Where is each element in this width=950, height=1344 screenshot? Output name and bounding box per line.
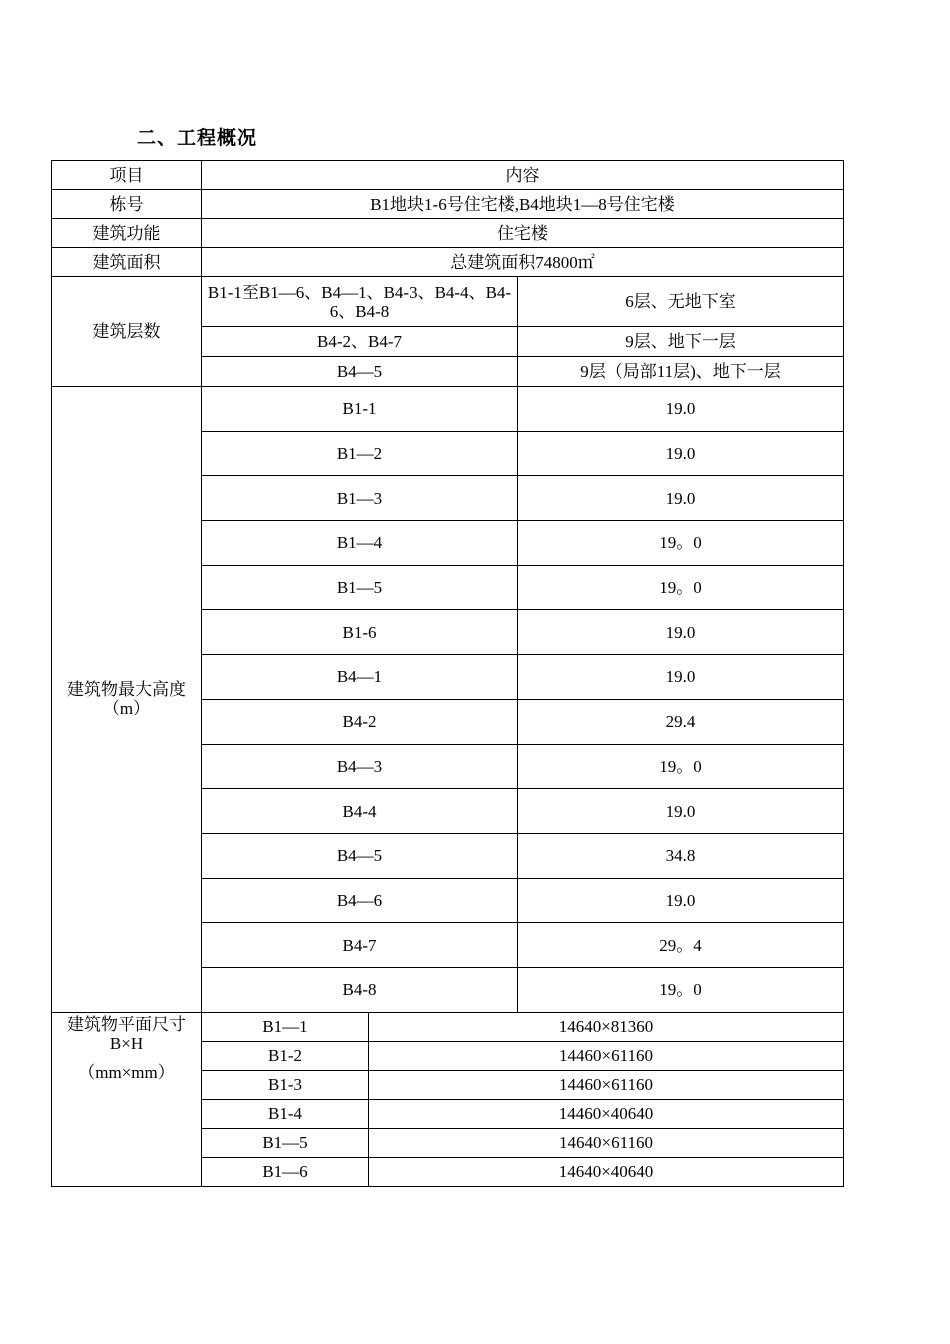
floors-buildings: B4—5 <box>202 357 518 387</box>
plan-building: B1-3 <box>202 1070 369 1099</box>
height-building: B4-7 <box>202 923 518 968</box>
height-value: 19.0 <box>518 476 844 521</box>
row-label: 建筑面积 <box>52 248 202 277</box>
height-building: B4—1 <box>202 655 518 700</box>
plan-value: 14460×40640 <box>369 1099 844 1128</box>
plan-building: B1—1 <box>202 1012 369 1041</box>
table-row <box>52 387 844 432</box>
floors-value: 6层、无地下室 <box>518 277 844 327</box>
height-value: 19.0 <box>518 431 844 476</box>
height-building: B4—6 <box>202 878 518 923</box>
header-item: 项目 <box>52 161 202 190</box>
row-label: 建筑功能 <box>52 219 202 248</box>
plan-building: B1—5 <box>202 1128 369 1157</box>
height-value: 19.0 <box>518 610 844 655</box>
height-value: 19。0 <box>518 521 844 566</box>
row-value: 总建筑面积74800㎡ <box>202 248 844 277</box>
floors-value: 9层（局部11层)、地下一层 <box>518 357 844 387</box>
plan-building: B1-2 <box>202 1041 369 1070</box>
plan-building: B1-4 <box>202 1099 369 1128</box>
height-value: 19。0 <box>518 967 844 1012</box>
height-building: B1-6 <box>202 610 518 655</box>
table-row <box>52 219 844 248</box>
floors-value: 9层、地下一层 <box>518 327 844 357</box>
height-building: B1—3 <box>202 476 518 521</box>
plan-value: 14460×61160 <box>369 1070 844 1099</box>
table-row <box>52 248 844 277</box>
plan-building: B1—6 <box>202 1157 369 1186</box>
plan-size-label: 建筑物平面尺寸B×H <box>67 1014 186 1053</box>
height-building: B1—4 <box>202 521 518 566</box>
floors-buildings: B1-1至B1—6、B4—1、B4-3、B4-4、B4-6、B4-8 <box>202 277 518 327</box>
height-value: 29.4 <box>518 699 844 744</box>
plan-size-unit: （mm×mm） <box>78 1062 175 1082</box>
height-building: B4-8 <box>202 967 518 1012</box>
header-content: 内容 <box>202 161 844 190</box>
table-row <box>52 1012 844 1041</box>
table-row <box>52 190 844 219</box>
row-label: 建筑物最大高度（m） <box>52 387 202 1013</box>
height-value: 19.0 <box>518 655 844 700</box>
height-value: 19。0 <box>518 744 844 789</box>
height-value: 34.8 <box>518 833 844 878</box>
plan-value: 14460×61160 <box>369 1041 844 1070</box>
height-value: 19.0 <box>518 387 844 432</box>
row-value: B1地块1-6号住宅楼,B4地块1—8号住宅楼 <box>202 190 844 219</box>
height-building: B1—5 <box>202 565 518 610</box>
height-value: 19.0 <box>518 789 844 834</box>
project-overview-table <box>51 160 844 1187</box>
height-building: B4—5 <box>202 833 518 878</box>
plan-value: 14640×81360 <box>369 1012 844 1041</box>
row-label: 栋号 <box>52 190 202 219</box>
height-building: B1—2 <box>202 431 518 476</box>
plan-value: 14640×61160 <box>369 1128 844 1157</box>
height-building: B1-1 <box>202 387 518 432</box>
height-value: 19.0 <box>518 878 844 923</box>
height-value: 19。0 <box>518 565 844 610</box>
table-row <box>52 277 844 327</box>
height-value: 29。4 <box>518 923 844 968</box>
row-value: 住宅楼 <box>202 219 844 248</box>
table-header-row <box>52 161 844 190</box>
height-building: B4-4 <box>202 789 518 834</box>
height-building: B4-2 <box>202 699 518 744</box>
floors-buildings: B4-2、B4-7 <box>202 327 518 357</box>
section-heading: 二、工程概况 <box>137 127 258 149</box>
row-label <box>52 1012 202 1186</box>
height-building: B4—3 <box>202 744 518 789</box>
row-label: 建筑层数 <box>52 277 202 387</box>
plan-value: 14640×40640 <box>369 1157 844 1186</box>
